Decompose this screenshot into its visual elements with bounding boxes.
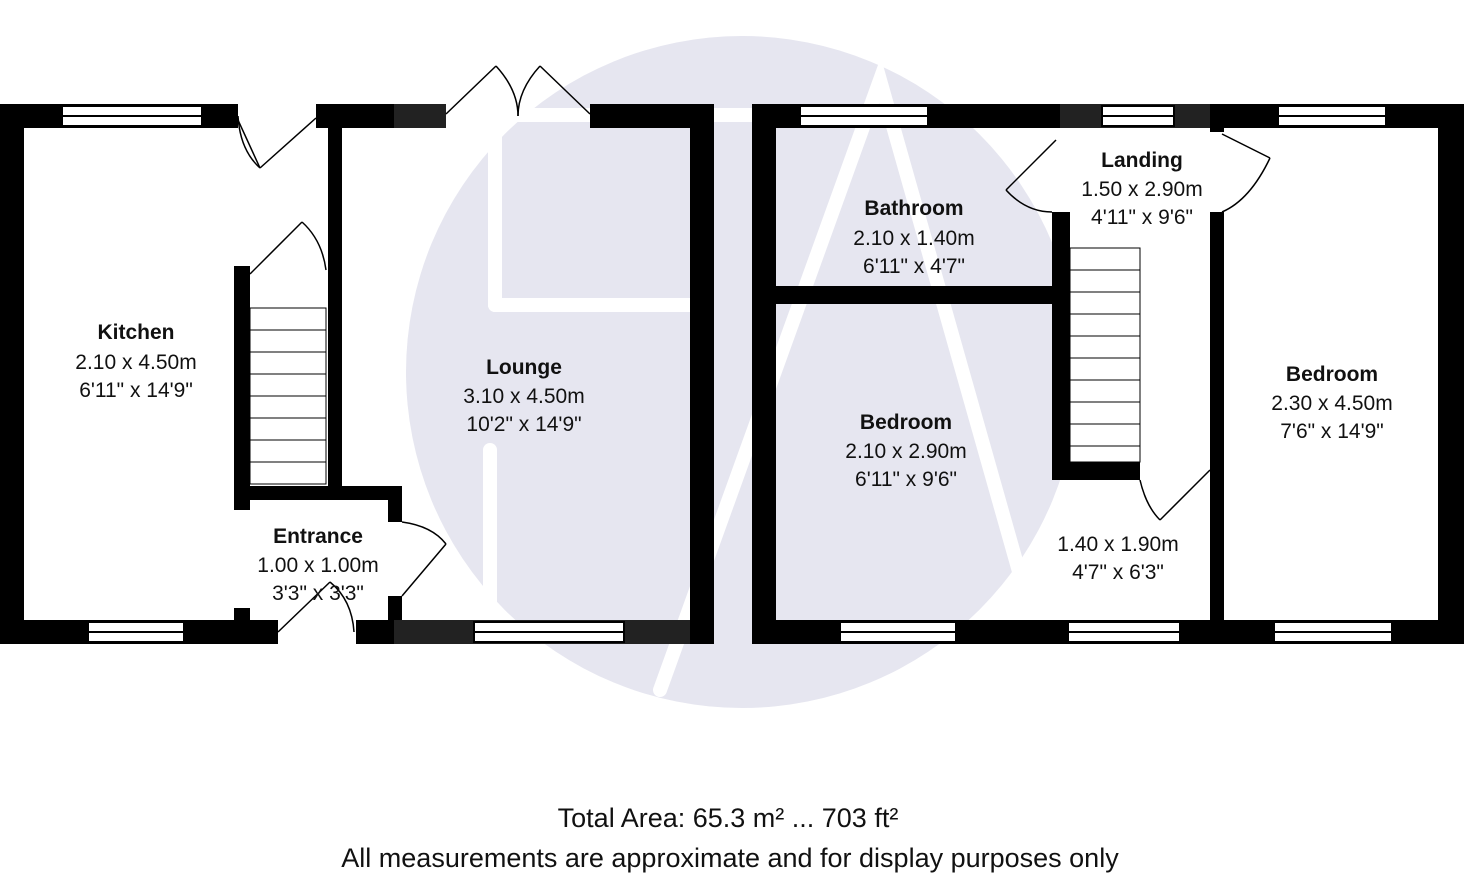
stair-left-wall	[234, 266, 250, 510]
lounge-top-wall-inner	[394, 104, 446, 128]
lounge-right-wall	[690, 104, 714, 644]
room-bedroom-2	[1271, 363, 1392, 443]
room-imperial: 10'2" x 14'9"	[466, 413, 582, 436]
bedroom2-left-wall	[1210, 212, 1224, 644]
door-icon	[250, 222, 326, 274]
first-floor-right-wall	[1438, 104, 1464, 644]
room-name: Bedroom	[1285, 363, 1379, 386]
kitchen-left-wall	[0, 104, 24, 644]
bedroom2-left-wall-top	[1210, 104, 1224, 132]
room-imperial: 6'11" x 9'6"	[855, 468, 957, 491]
room-entrance	[257, 525, 378, 605]
room-kitchen	[75, 321, 196, 402]
window-icon	[1068, 622, 1180, 642]
room-metric: 1.50 x 2.90m	[1081, 178, 1203, 201]
bathroom-bottom-wall	[776, 286, 1066, 304]
window-icon	[840, 622, 956, 642]
entrance-left-stub	[234, 608, 250, 622]
room-metric: 2.30 x 4.50m	[1271, 392, 1393, 415]
door-icon	[1222, 134, 1270, 212]
stair-bottom-wall-first	[1052, 462, 1140, 480]
room-metric: 1.40 x 1.90m	[1057, 533, 1179, 556]
entrance-top-wall	[234, 486, 402, 500]
window-icon	[1102, 106, 1174, 126]
room-metric: 2.10 x 1.40m	[853, 227, 975, 250]
room-bathroom	[853, 197, 974, 278]
room-imperial: 4'7" x 6'3"	[1072, 561, 1164, 584]
room-imperial: 6'11" x 4'7"	[863, 255, 965, 278]
window-icon	[88, 622, 184, 642]
door-icon	[238, 116, 316, 168]
total-area-text: Total Area: 65.3 m² ... 703 ft²	[557, 803, 899, 833]
disclaimer-text: All measurements are approximate and for display purposes only	[341, 843, 1119, 873]
stairs-icon	[250, 308, 326, 484]
stair-left-wall-first	[1052, 212, 1070, 480]
room-metric: 3.10 x 4.50m	[463, 385, 585, 408]
first-floor-left-wall	[752, 104, 776, 644]
room-metric: 1.00 x 1.00m	[257, 554, 379, 577]
room-name: Lounge	[486, 356, 562, 379]
room-landing	[1081, 149, 1202, 229]
stair-right-wall	[328, 104, 342, 486]
window-icon	[474, 622, 624, 642]
room-imperial: 4'11" x 9'6"	[1091, 206, 1193, 229]
room-name: Entrance	[273, 525, 363, 548]
room-imperial: 3'3" x 3'3"	[272, 582, 364, 605]
stairs-icon	[1070, 248, 1140, 462]
window-icon	[1274, 622, 1392, 642]
room-imperial: 6'11" x 14'9"	[79, 379, 193, 402]
window-icon	[62, 106, 202, 126]
entrance-right-wall-top	[388, 486, 402, 522]
room-name: Bathroom	[864, 197, 964, 220]
room-metric: 2.10 x 2.90m	[845, 440, 967, 463]
room-name: Bedroom	[859, 411, 953, 434]
room-name: Landing	[1101, 149, 1183, 172]
room-metric: 2.10 x 4.50m	[75, 351, 197, 374]
room-imperial: 7'6" x 14'9"	[1280, 420, 1384, 443]
window-icon	[800, 106, 928, 126]
door-icon	[1140, 470, 1210, 520]
window-icon	[1278, 106, 1386, 126]
room-name: Kitchen	[97, 321, 175, 344]
room-bedroom-1	[845, 411, 966, 491]
room-landing-lower	[1057, 533, 1178, 584]
